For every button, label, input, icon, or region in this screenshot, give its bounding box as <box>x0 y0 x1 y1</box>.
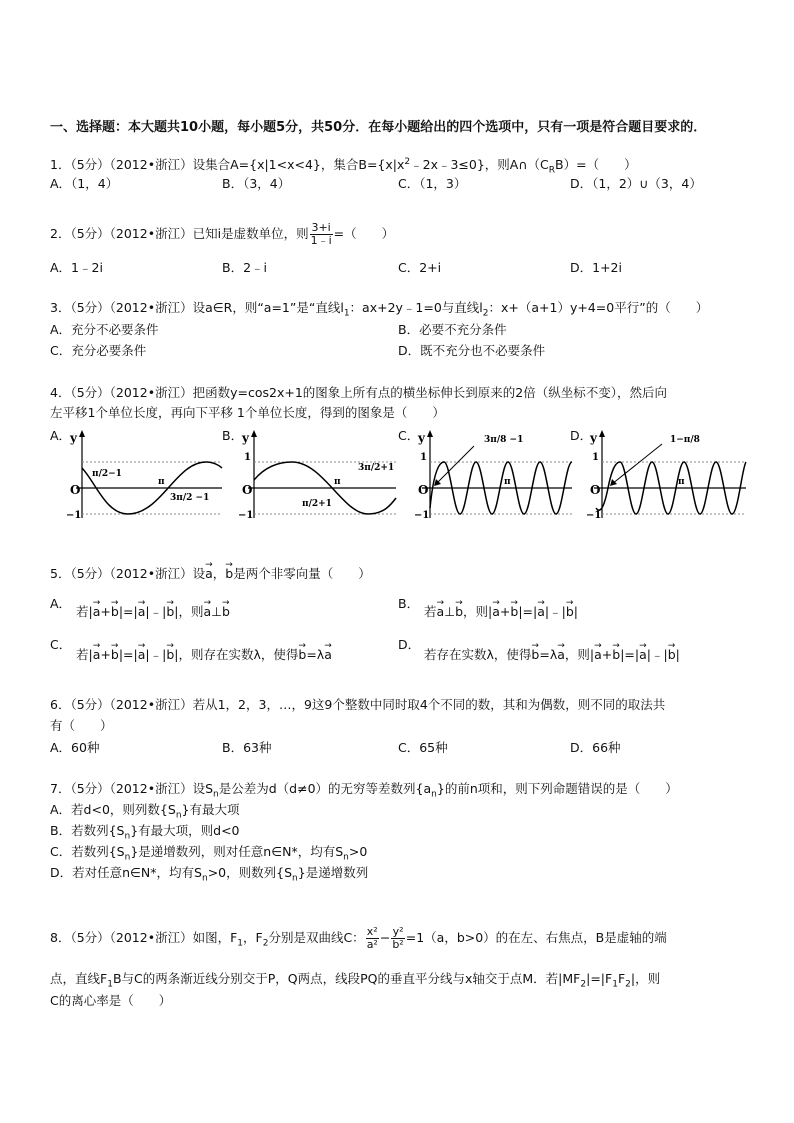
q1-option-c[interactable]: C．（1，3） <box>398 176 467 191</box>
q6-option-c[interactable]: C．65种 <box>398 740 448 755</box>
one-label: 1 <box>592 452 599 463</box>
q5-option-b-label[interactable]: B． <box>398 596 420 611</box>
annotation-2: 3π/2+1 <box>358 463 395 473</box>
q7-option-c[interactable]: C．若数列$\{S_n\}$是递增数列，则对任意n∈N*，均有$S_n>0$ <box>50 844 368 863</box>
q3-option-d[interactable]: D．既不充分也不必要条件 <box>398 343 546 358</box>
q1-option-a[interactable]: A．（1，4） <box>50 176 119 191</box>
q4-option-d-label[interactable]: D． <box>570 428 593 443</box>
origin-label: O <box>242 483 253 497</box>
q5-option-d[interactable]: 若存在实数λ，使得→ b=λ→ a，则|→ a+→ b|=|→ a|﹣|→ b| <box>424 647 680 663</box>
y-axis-arrow <box>599 430 605 437</box>
q4-graph-a[interactable] <box>66 428 224 520</box>
question-5-stem: 5．（5分）（2012•浙江）设→ a，→ b是两个非零向量（ ） <box>50 566 371 582</box>
q6-option-d[interactable]: D．66种 <box>570 740 621 755</box>
one-label: 1 <box>420 452 427 463</box>
q8-fraction-y: $\frac{\text{y²}}{\text{b²}}$ <box>392 925 404 951</box>
origin-label: O <box>70 483 81 497</box>
q4-graph-c[interactable] <box>414 428 574 520</box>
q5-option-a[interactable]: 若|→ a+→ b|=|→ a|﹣|→ b|，则→ a⊥→ b <box>76 604 230 620</box>
question-6-line-2: 有（ ） <box>50 718 113 733</box>
question-4-line-1: 4．（5分）（2012•浙江）把函数y=cos2x+1的图象上所有点的横坐标伸长到原来的2倍（纵坐标不变），然后向 <box>50 385 667 400</box>
question-8-line-3: C的离心率是（ ） <box>50 993 172 1008</box>
annotation-1: 3π/8 −1 <box>484 435 524 445</box>
origin-label: O <box>418 483 429 497</box>
q1-option-d[interactable]: D．（1，2）∪（3，4） <box>570 176 702 191</box>
pi-label: π <box>158 477 165 487</box>
q4-option-c-label[interactable]: C． <box>398 428 420 443</box>
origin-label: O <box>590 483 601 497</box>
q3-option-b[interactable]: B．必要不充分条件 <box>398 322 507 337</box>
q1-option-b[interactable]: B．（3，4） <box>222 176 291 191</box>
question-8-line-2: 点，直线$F_1B$与C的两条渐近线分别交于P，Q两点，线段PQ的垂直平分线与x轴交于点M．若$|MF_2|=|F_1F_2|$，则 <box>50 971 661 990</box>
pi-label: π <box>504 477 511 487</box>
q7-option-a[interactable]: A．若d<0，则列数$\{S_n\}$有最大项 <box>50 802 240 821</box>
q8-fraction-x: $\frac{\text{x²}}{\text{a²}}$ <box>366 925 378 951</box>
annotation-1: π/2−1 <box>92 469 122 479</box>
q3-option-c[interactable]: C．充分必要条件 <box>50 343 147 358</box>
q5-option-a-label[interactable]: A． <box>50 596 72 611</box>
q7-option-d[interactable]: D．若对任意n∈N*，均有$S_n>0$，则数列$\{S_n\}$是递增数列 <box>50 865 369 884</box>
q2-option-d[interactable]: D．1+2i <box>570 260 622 275</box>
neg-one-label: −1 <box>414 510 430 520</box>
question-4-line-2: 左平移1个单位长度，再向下平移 1个单位长度，得到的图象是（ ） <box>50 405 445 420</box>
y-label: y <box>70 431 77 445</box>
question-2-stem: 2．（5分）（2012•浙江）已知i是虚数单位，则 $\frac{3+i}{1﹣i}$ =（ ） <box>50 221 395 247</box>
q2-option-c[interactable]: C．2+i <box>398 260 442 275</box>
question-8-line-1: 8．（5分）（2012•浙江）如图，$F_1$，$F_2$分别是双曲线C： $\frac{\text{x²}}{\text{a²}}$ − $\frac{\text{y²}}{\text{b²}}$ =1（a，b>0）的在左、右焦点，B是虚轴的端 <box>50 925 667 951</box>
q7-option-b[interactable]: B．若数列$\{S_n\}$有最大项，则d<0 <box>50 823 240 842</box>
question-3-stem: 3．（5分）（2012•浙江）设a∈R，则“a=1”是“直线$l_1$：ax+2y﹣1=0与直线$l_2$：x+（a+1）y+4=0平行”的（ ） <box>50 300 709 319</box>
q4-option-b-label[interactable]: B． <box>222 428 244 443</box>
q4-option-a-label[interactable]: A． <box>50 428 72 443</box>
q6-option-b[interactable]: B．63种 <box>222 740 272 755</box>
q2-fraction: $\frac{3+i}{1﹣i}$ <box>310 221 332 247</box>
pi-label: π <box>334 477 341 487</box>
y-axis-arrow <box>427 430 433 437</box>
annotation-1: π/2+1 <box>302 499 332 509</box>
y-axis-arrow <box>79 430 85 437</box>
neg-one-label: −1 <box>586 510 602 520</box>
q5-option-c[interactable]: 若|→ a+→ b|=|→ a|﹣|→ b|，则存在实数λ，使得→ b=λ→ a <box>76 647 332 663</box>
neg-one-label: −1 <box>238 510 254 520</box>
q5-option-c-label[interactable]: C． <box>50 637 72 652</box>
question-1-stem: 1．（5分）（2012•浙江）设集合A={x|1<x<4}，集合$B=\{x|x^2﹣2x﹣3\le 0\}$，则$A\cap(C_RB)=$（ ） <box>50 157 637 176</box>
q3-option-a[interactable]: A．充分不必要条件 <box>50 322 159 337</box>
q4-graph-b[interactable] <box>238 428 398 520</box>
q5-option-d-label[interactable]: D． <box>398 637 421 652</box>
q2-option-a[interactable]: A．1﹣2i <box>50 260 103 275</box>
y-label: y <box>590 431 597 445</box>
one-label: 1 <box>244 452 251 463</box>
annotation-2: 3π/2 −1 <box>170 493 210 503</box>
pi-label: π <box>678 477 685 487</box>
q4-graph-d[interactable] <box>586 428 748 520</box>
annotation-1: 1−π/8 <box>670 435 700 445</box>
q6-option-a[interactable]: A．60种 <box>50 740 100 755</box>
q5-option-b[interactable]: 若→ a⊥→ b，则|→ a+→ b|=|→ a|﹣|→ b| <box>424 604 578 620</box>
y-axis-arrow <box>251 430 257 437</box>
question-6-line-1: 6．（5分）（2012•浙江）若从1，2，3，…，9这9个整数中同时取4个不同的数，其和为偶数，则不同的取法共 <box>50 697 666 712</box>
y-label: y <box>418 431 425 445</box>
neg-one-label: −1 <box>66 510 82 520</box>
question-7-stem: 7．（5分）（2012•浙江）设$S_n$是公差为d（d≠0）的无穷等差数列$\{a_n\}$的前n项和，则下列命题错误的是（ ） <box>50 781 678 800</box>
annotation-arrowhead <box>610 479 617 486</box>
annotation-arrow <box>436 446 474 484</box>
y-label: y <box>242 431 249 445</box>
section-header: 一、选择题：本大题共10小题，每小题5分，共50分．在每小题给出的四个选项中，只有一项是符合题目要求的． <box>50 120 707 135</box>
q2-option-b[interactable]: B．2﹣i <box>222 260 268 275</box>
